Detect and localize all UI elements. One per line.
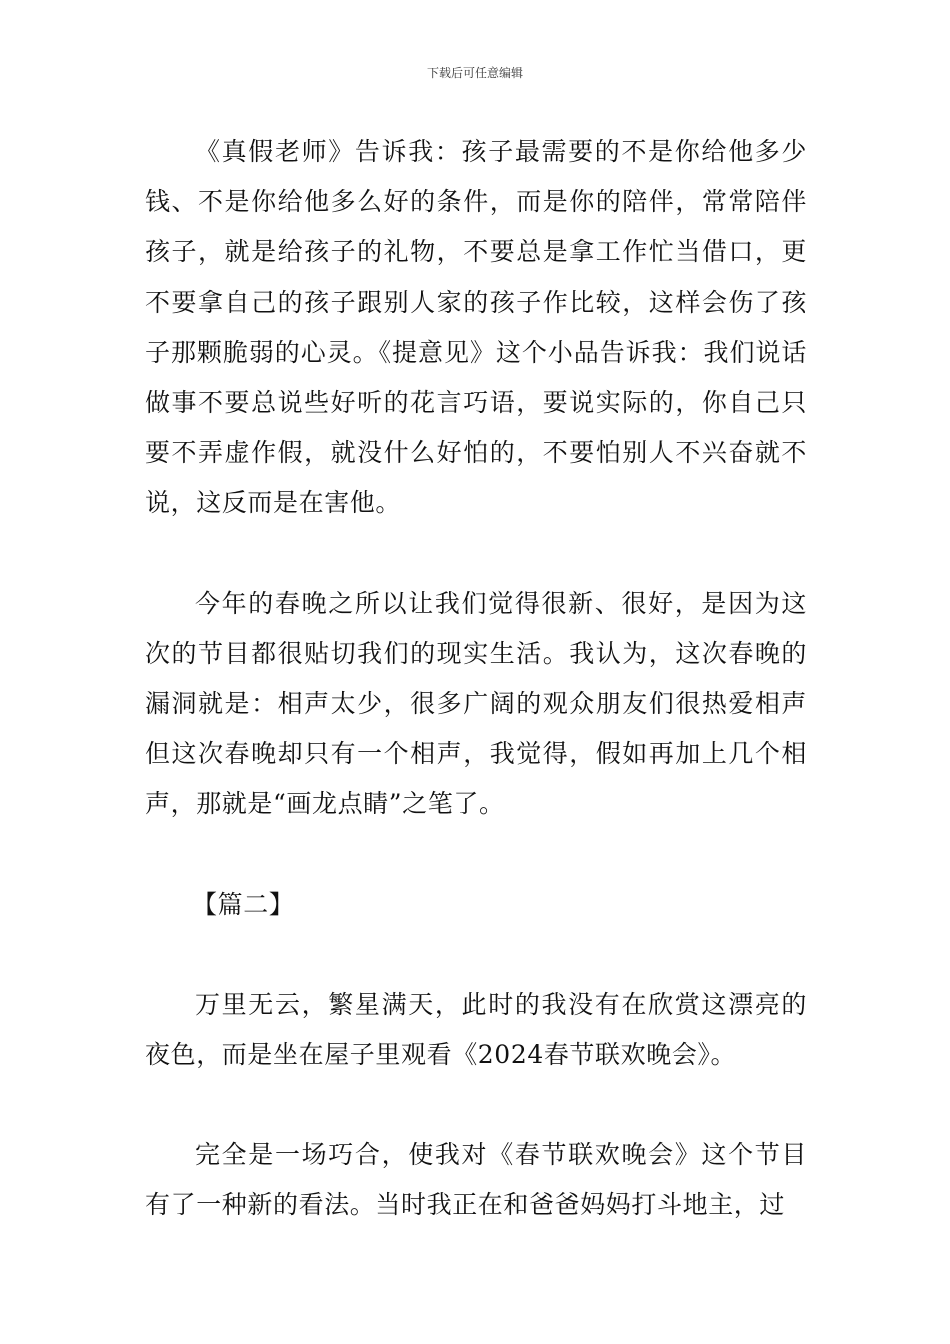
document-body bbox=[145, 127, 807, 1230]
paragraph-3: 万里无云，繁星满天，此时的我没有在欣赏这漂亮的夜色，而是坐在屋子里观看《2024春节联欢晚会》。 bbox=[145, 989, 807, 1069]
paragraph-4: 完全是一场巧合，使我对《春节联欢晚会》这个节目有了一种新的看法。当时我正在和爸爸妈妈打斗地主，过 bbox=[145, 1140, 807, 1220]
paragraph-spacer bbox=[145, 830, 807, 880]
paragraph-spacer bbox=[145, 1080, 807, 1130]
section-heading: 【篇二】 bbox=[192, 889, 295, 919]
page-header: 下载后可任意编辑 bbox=[426, 66, 523, 80]
paragraph-spacer bbox=[145, 930, 807, 980]
paragraph-2: 今年的春晚之所以让我们觉得很新、很好，是因为这次的节目都很贴切我们的现实生活。我认为，这次春晚的漏洞就是：相声太少，很多广阔的观众朋友们很热爱相声但这次春晚却只有一个相声，我觉得，假如再加上几个相声，那就是“画龙点睛”之笔了。 bbox=[145, 588, 807, 819]
paragraph-1: 《真假老师》告诉我：孩子最需要的不是你给他多少钱、不是你给他多么好的条件，而是你的陪伴，常常陪伴孩子，就是给孩子的礼物，不要总是拿工作忙当借口，更不要拿自己的孩子跟别人家的孩子作比较，这样会伤了孩子那颗脆弱的心灵。《提意见》这个小品告诉我：我们说话做事不要总说些好听的花言巧语，要说实际的，你自己只要不弄虚作假，就没什么好怕的，不要怕别人不兴奋就不说，这反而是在害他。 bbox=[145, 137, 807, 518]
paragraph-spacer bbox=[145, 529, 807, 579]
